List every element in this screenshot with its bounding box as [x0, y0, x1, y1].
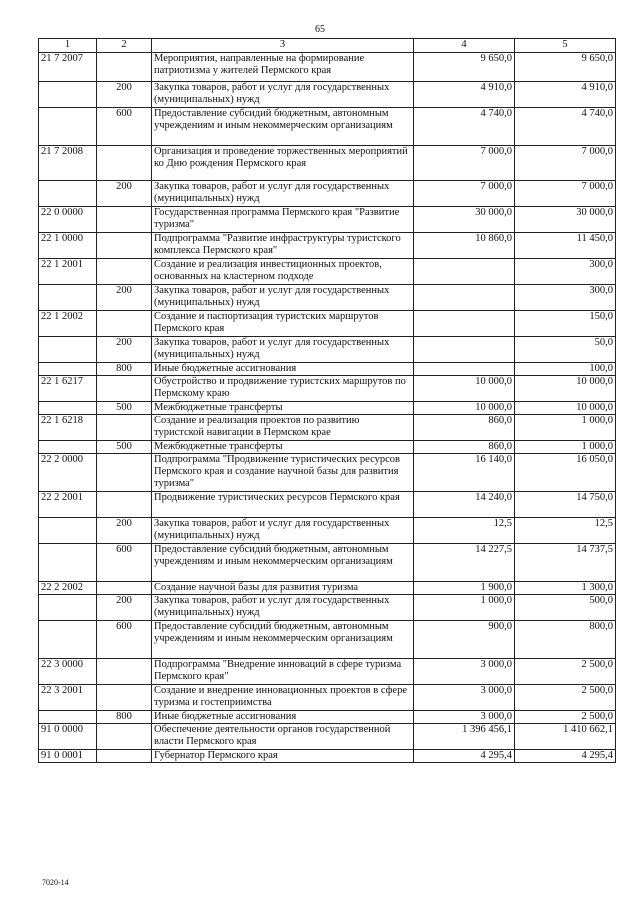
- table-body: [39, 53, 616, 763]
- row-code: 22 1 6218: [39, 415, 97, 441]
- row-value-2015: 1 410 662,1: [515, 724, 616, 750]
- row-code: [39, 595, 97, 621]
- row-name: Закупка товаров, работ и услуг для государственных (муниципальных) нужд: [152, 518, 414, 544]
- row-code: 21 7 2008: [39, 146, 97, 181]
- row-name: Государственная программа Пермского края "Развитие туризма": [152, 207, 414, 233]
- row-expense-type: [97, 415, 152, 441]
- row-value-2014: 10 860,0: [414, 233, 515, 259]
- row-value-2014: 860,0: [414, 415, 515, 441]
- row-name: Губернатор Пермского края: [152, 750, 414, 763]
- row-code: 22 3 0000: [39, 659, 97, 685]
- header-col-3: 3: [152, 39, 414, 53]
- row-code: 22 1 0000: [39, 233, 97, 259]
- row-value-2014: 860,0: [414, 441, 515, 454]
- row-name: Подпрограмма "Внедрение инноваций в сфере туризма Пермского края": [152, 659, 414, 685]
- row-name: Создание и реализация проектов по развитию туристской навигации в Пермском крае: [152, 415, 414, 441]
- row-code: 22 0 0000: [39, 207, 97, 233]
- table-row: [39, 259, 616, 285]
- row-code: [39, 544, 97, 582]
- row-name: Иные бюджетные ассигнования: [152, 363, 414, 376]
- row-value-2014: [414, 259, 515, 285]
- row-value-2014: 7 000,0: [414, 181, 515, 207]
- row-value-2014: 1 396 456,1: [414, 724, 515, 750]
- row-value-2015: 300,0: [515, 285, 616, 311]
- row-value-2014: 3 000,0: [414, 711, 515, 724]
- row-name: Создание научной базы для развития туризма: [152, 582, 414, 595]
- row-name: Обеспечение деятельности органов государственной власти Пермского края: [152, 724, 414, 750]
- row-expense-type: [97, 146, 152, 181]
- row-value-2015: 800,0: [515, 621, 616, 659]
- header-col-4: 4: [414, 39, 515, 53]
- row-value-2014: 7 000,0: [414, 146, 515, 181]
- table-row: [39, 207, 616, 233]
- row-value-2015: 50,0: [515, 337, 616, 363]
- row-name: Закупка товаров, работ и услуг для государственных (муниципальных) нужд: [152, 337, 414, 363]
- row-name: Подпрограмма "Развитие инфраструктуры туристского комплекса Пермского края": [152, 233, 414, 259]
- row-expense-type: 200: [97, 285, 152, 311]
- row-expense-type: 800: [97, 363, 152, 376]
- row-value-2015: 4 740,0: [515, 108, 616, 146]
- row-code: [39, 363, 97, 376]
- row-expense-type: 200: [97, 82, 152, 108]
- row-value-2014: 1 000,0: [414, 595, 515, 621]
- row-code: 22 3 2001: [39, 685, 97, 711]
- table-row: [39, 311, 616, 337]
- row-name: Закупка товаров, работ и услуг для государственных (муниципальных) нужд: [152, 82, 414, 108]
- row-value-2015: 7 000,0: [515, 181, 616, 207]
- row-code: [39, 108, 97, 146]
- row-expense-type: [97, 311, 152, 337]
- row-value-2014: 1 900,0: [414, 582, 515, 595]
- row-expense-type: [97, 750, 152, 763]
- row-value-2014: 3 000,0: [414, 685, 515, 711]
- row-value-2015: 9 650,0: [515, 53, 616, 82]
- row-name: Закупка товаров, работ и услуг для государственных (муниципальных) нужд: [152, 181, 414, 207]
- row-code: [39, 337, 97, 363]
- table-row: [39, 337, 616, 363]
- row-value-2015: 1 000,0: [515, 415, 616, 441]
- row-value-2015: 2 500,0: [515, 685, 616, 711]
- row-expense-type: 500: [97, 441, 152, 454]
- page-number: 65: [315, 24, 325, 35]
- row-value-2014: 14 227,5: [414, 544, 515, 582]
- row-expense-type: [97, 376, 152, 402]
- table-row: [39, 750, 616, 763]
- table-row: [39, 146, 616, 181]
- row-name: Организация и проведение торжественных мероприятий ко Дню рождения Пермского края: [152, 146, 414, 181]
- budget-table: [38, 38, 616, 763]
- row-value-2014: 16 140,0: [414, 454, 515, 492]
- row-value-2015: 1 300,0: [515, 582, 616, 595]
- row-value-2014: 3 000,0: [414, 659, 515, 685]
- row-expense-type: 200: [97, 181, 152, 207]
- row-code: 22 2 0000: [39, 454, 97, 492]
- row-expense-type: 600: [97, 621, 152, 659]
- row-expense-type: 200: [97, 518, 152, 544]
- row-value-2015: 100,0: [515, 363, 616, 376]
- row-name: Создание и паспортизация туристских маршрутов Пермского края: [152, 311, 414, 337]
- row-expense-type: [97, 685, 152, 711]
- row-name: Закупка товаров, работ и услуг для государственных (муниципальных) нужд: [152, 595, 414, 621]
- row-name: Предоставление субсидий бюджетным, автономным учреждениям и иным некоммерческим организациям: [152, 621, 414, 659]
- table-row: [39, 181, 616, 207]
- row-name: Предоставление субсидий бюджетным, автономным учреждениям и иным некоммерческим организациям: [152, 544, 414, 582]
- row-value-2014: 30 000,0: [414, 207, 515, 233]
- table-row: [39, 659, 616, 685]
- row-value-2014: 900,0: [414, 621, 515, 659]
- row-code: 22 2 2002: [39, 582, 97, 595]
- row-expense-type: [97, 454, 152, 492]
- row-value-2015: 2 500,0: [515, 659, 616, 685]
- row-name: Межбюджетные трансферты: [152, 441, 414, 454]
- row-value-2015: 10 000,0: [515, 376, 616, 402]
- row-value-2014: [414, 363, 515, 376]
- row-name: Предоставление субсидий бюджетным, автономным учреждениям и иным некоммерческим организациям: [152, 108, 414, 146]
- row-value-2015: 10 000,0: [515, 402, 616, 415]
- row-expense-type: 600: [97, 108, 152, 146]
- row-value-2015: 14 737,5: [515, 544, 616, 582]
- row-value-2014: 10 000,0: [414, 402, 515, 415]
- table-row: [39, 595, 616, 621]
- table-row: [39, 415, 616, 441]
- row-value-2015: 16 050,0: [515, 454, 616, 492]
- row-code: [39, 181, 97, 207]
- row-value-2015: 4 910,0: [515, 82, 616, 108]
- row-name: Создание и реализация инвестиционных проектов, основанных на кластерном подходе: [152, 259, 414, 285]
- table-row: [39, 454, 616, 492]
- row-expense-type: 800: [97, 711, 152, 724]
- row-name: Обустройство и продвижение туристских маршрутов по Пермскому краю: [152, 376, 414, 402]
- row-name: Продвижение туристических ресурсов Пермского края: [152, 492, 414, 518]
- table-row: [39, 233, 616, 259]
- row-value-2015: 1 000,0: [515, 441, 616, 454]
- row-code: [39, 518, 97, 544]
- table-row: [39, 285, 616, 311]
- table-row: [39, 441, 616, 454]
- row-value-2015: 300,0: [515, 259, 616, 285]
- table-row: [39, 53, 616, 82]
- table-row: [39, 376, 616, 402]
- table-row: [39, 108, 616, 146]
- row-value-2015: 150,0: [515, 311, 616, 337]
- row-value-2015: 14 750,0: [515, 492, 616, 518]
- row-value-2014: 4 295,4: [414, 750, 515, 763]
- table-row: [39, 621, 616, 659]
- table-row: [39, 363, 616, 376]
- row-name: Создание и внедрение инновационных проектов в сфере туризма и гостеприимства: [152, 685, 414, 711]
- row-code: 22 1 6217: [39, 376, 97, 402]
- row-value-2015: 2 500,0: [515, 711, 616, 724]
- row-expense-type: [97, 233, 152, 259]
- row-code: 22 2 2001: [39, 492, 97, 518]
- row-code: 91 0 0000: [39, 724, 97, 750]
- row-name: Закупка товаров, работ и услуг для государственных (муниципальных) нужд: [152, 285, 414, 311]
- table-header-row: [39, 39, 616, 53]
- row-expense-type: [97, 207, 152, 233]
- row-code: 22 1 2001: [39, 259, 97, 285]
- row-code: [39, 285, 97, 311]
- row-code: [39, 621, 97, 659]
- row-expense-type: [97, 724, 152, 750]
- row-expense-type: [97, 659, 152, 685]
- header-col-5: 5: [515, 39, 616, 53]
- row-value-2014: 9 650,0: [414, 53, 515, 82]
- row-value-2014: 12,5: [414, 518, 515, 544]
- row-expense-type: [97, 259, 152, 285]
- row-expense-type: 200: [97, 595, 152, 621]
- row-value-2015: 12,5: [515, 518, 616, 544]
- row-value-2015: 7 000,0: [515, 146, 616, 181]
- row-value-2014: [414, 337, 515, 363]
- table-row: [39, 518, 616, 544]
- table-row: [39, 711, 616, 724]
- row-expense-type: 200: [97, 337, 152, 363]
- row-expense-type: [97, 582, 152, 595]
- row-value-2014: [414, 285, 515, 311]
- row-value-2015: 4 295,4: [515, 750, 616, 763]
- table-row: [39, 492, 616, 518]
- row-value-2014: 4 740,0: [414, 108, 515, 146]
- row-expense-type: [97, 492, 152, 518]
- header-col-1: 1: [39, 39, 97, 53]
- table-row: [39, 402, 616, 415]
- row-name: Мероприятия, направленные на формирование патриотизма у жителей Пермского края: [152, 53, 414, 82]
- row-name: Иные бюджетные ассигнования: [152, 711, 414, 724]
- row-value-2014: 10 000,0: [414, 376, 515, 402]
- row-code: [39, 82, 97, 108]
- document-code: 7020-14: [42, 878, 69, 887]
- row-code: [39, 441, 97, 454]
- row-code: 21 7 2007: [39, 53, 97, 82]
- row-value-2014: 14 240,0: [414, 492, 515, 518]
- row-expense-type: 500: [97, 402, 152, 415]
- row-value-2015: 11 450,0: [515, 233, 616, 259]
- table-row: [39, 82, 616, 108]
- row-expense-type: 600: [97, 544, 152, 582]
- row-name: Подпрограмма "Продвижение туристических ресурсов Пермского края и создание научной базы для развития туризма": [152, 454, 414, 492]
- row-code: 91 0 0001: [39, 750, 97, 763]
- table-row: [39, 582, 616, 595]
- table-row: [39, 724, 616, 750]
- row-code: 22 1 2002: [39, 311, 97, 337]
- row-value-2014: [414, 311, 515, 337]
- row-code: [39, 711, 97, 724]
- header-col-2: 2: [97, 39, 152, 53]
- table-row: [39, 544, 616, 582]
- row-value-2015: 500,0: [515, 595, 616, 621]
- row-value-2015: 30 000,0: [515, 207, 616, 233]
- row-value-2014: 4 910,0: [414, 82, 515, 108]
- row-expense-type: [97, 53, 152, 82]
- row-name: Межбюджетные трансферты: [152, 402, 414, 415]
- table-row: [39, 685, 616, 711]
- row-code: [39, 402, 97, 415]
